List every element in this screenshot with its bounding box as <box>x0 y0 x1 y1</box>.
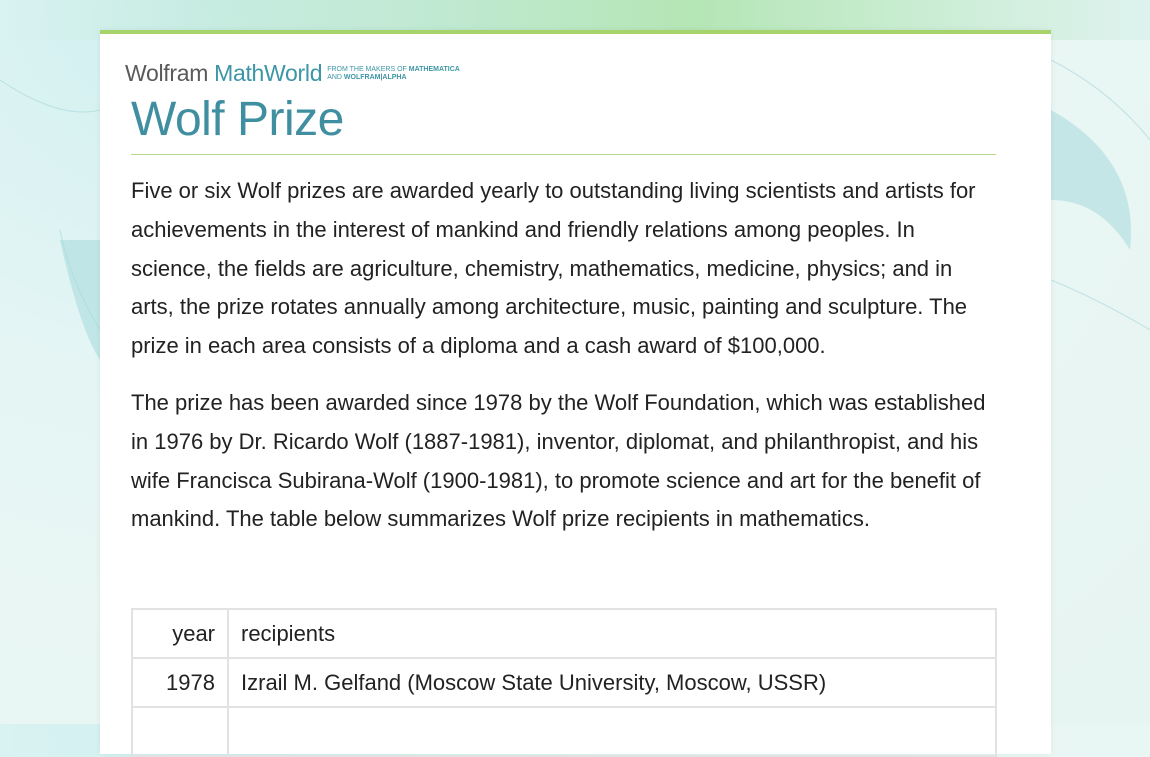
brand-wolfram: Wolfram <box>125 60 209 86</box>
table-cell-recipients <box>228 707 996 756</box>
article-card <box>100 30 1051 754</box>
paragraph: Five or six Wolf prizes are awarded yearly to outstanding living scientists and artists for achievements in the interest of mankind and friendly relations among peoples. In science, the fields are agriculture, chemistry, mathematics, medicine, physics; and in arts, the prize rotates annually among architecture, music, painting and sculpture. The prize in each area consists of a diploma and a cash award of $100,000. <box>131 178 976 359</box>
table-header-row <box>132 609 996 658</box>
title-divider <box>131 154 996 155</box>
paragraph: The prize has been awarded since 1978 by the Wolf Foundation, which was established in 1976 by Dr. Ricardo Wolf (1887-1981), inventor, diplomat, and philanthropist, and his wife Francisca Subirana-Wolf (1900-1981), to promote science and art for the benefit of mankind. The table below summarizes Wolf prize recipients in mathematics. <box>131 389 986 532</box>
brand-tagline-2: AND <box>327 73 342 81</box>
brand-mathworld: MathWorld <box>214 60 323 86</box>
brand-tagline-1-bold: MATHEMATICA <box>408 65 460 73</box>
brand-tagline <box>327 66 460 82</box>
table-cell-recipients: Izrail M. Gelfand (Moscow State University, Moscow, USSR) <box>228 658 996 707</box>
table-cell-year: 1978 <box>132 658 228 707</box>
column-header-year: year <box>132 609 228 658</box>
wolf-prize-table <box>131 608 997 757</box>
table-row-partial <box>132 707 996 756</box>
column-header-recipients: recipients <box>228 609 996 658</box>
mathworld-logo[interactable] <box>125 60 460 87</box>
page-title: Wolf Prize <box>131 93 344 146</box>
article-body <box>131 172 1001 557</box>
table-row <box>132 658 996 707</box>
table-cell-year <box>132 707 228 756</box>
brand-tagline-2-bold: WOLFRAM|ALPHA <box>343 73 407 81</box>
brand-tagline-1: FROM THE MAKERS OF <box>327 65 407 73</box>
